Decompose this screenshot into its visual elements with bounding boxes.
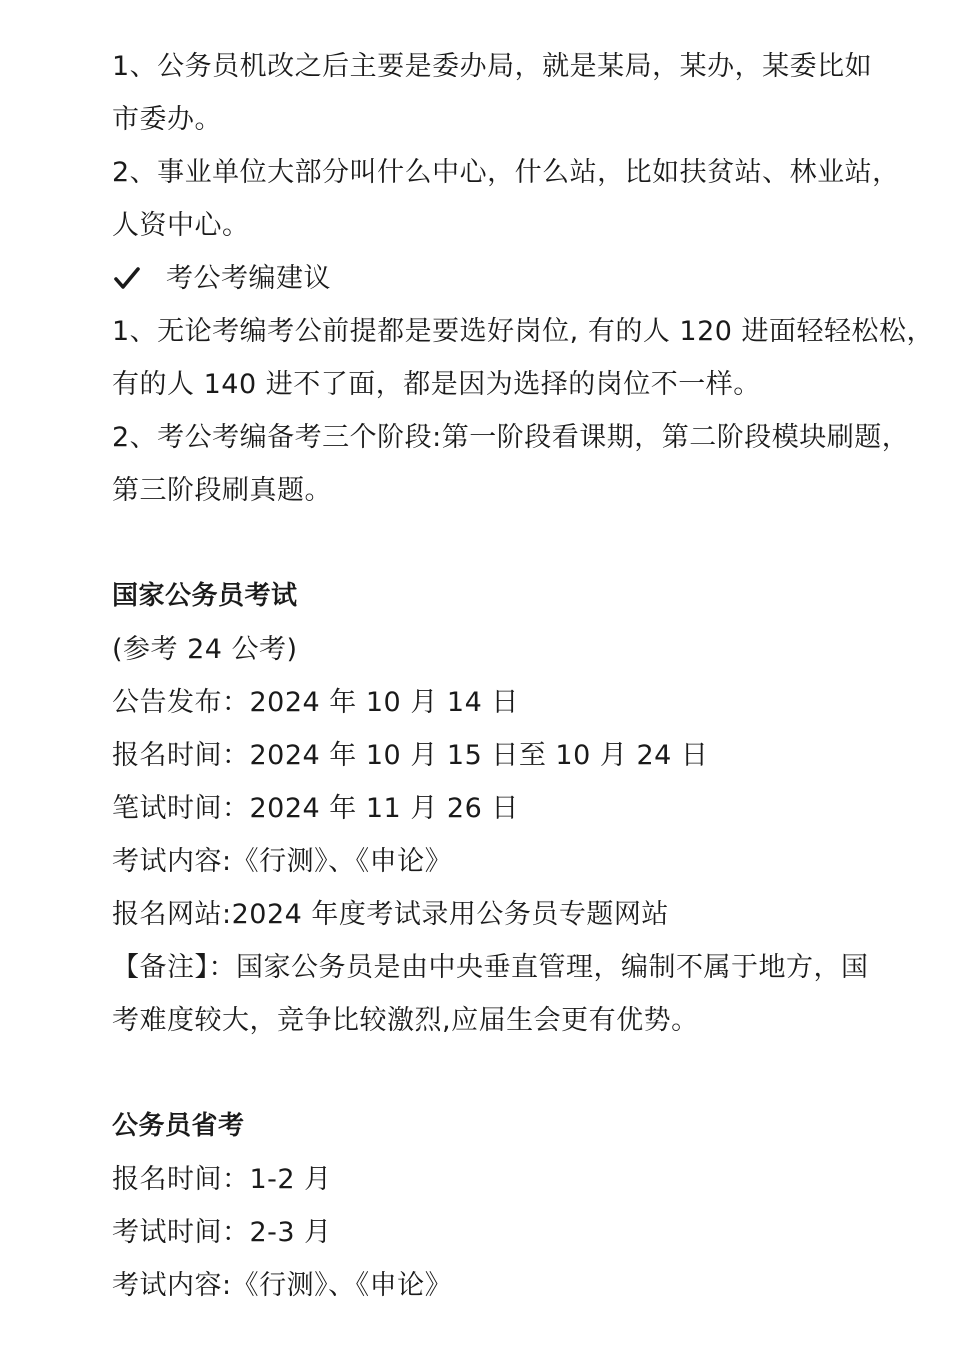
intro-line: 人资中心。 [112,210,250,241]
intro-section [112,40,900,252]
intro-line: 1、公务员机改之后主要是委办局，就是某局，某办，某委比如 [112,51,873,82]
intro-line: 市委办。 [112,104,222,135]
advice-section [112,252,935,517]
national-exam-line: 考试内容:《行测》、《申论》 [112,846,453,877]
provincial-exam-line: 考试时间：2-3 月 [112,1217,332,1248]
provincial-exam-title: 公务员省考 [112,1111,245,1141]
provincial-exam-line: 考试内容:《行测》、《申论》 [112,1270,453,1301]
advice-title: 考公考编建议 [166,263,331,294]
national-exam-note: 考难度较大，竞争比较激烈,应届生会更有优势。 [112,1005,699,1036]
intro-line: 2、事业单位大部分叫什么中心，什么站，比如扶贫站、林业站， [112,157,900,188]
national-exam-line: (参考 24 公考) [112,634,298,665]
national-exam-line: 报名时间：2024 年 10 月 15 日至 10 月 24 日 [112,740,709,771]
national-exam-title: 国家公务员考试 [112,581,298,611]
national-exam-line: 笔试时间：2024 年 11 月 26 日 [112,793,519,824]
advice-line: 第三阶段刷真题。 [112,475,332,506]
advice-line: 有的人 140 进不了面，都是因为选择的岗位不一样。 [112,369,761,400]
national-exam-note: 【备注】：国家公务员是由中央垂直管理，编制不属于地方，国 [112,952,869,983]
national-exam-section [112,570,872,1047]
spacer [112,517,872,570]
advice-line: 1、无论考编考公前提都是要选好岗位, 有的人 120 进面轻轻松松， [112,316,935,347]
advice-line: 2、考公考编备考三个阶段:第一阶段看课期，第二阶段模块刷题， [112,422,910,453]
provincial-exam-section [112,1100,872,1312]
spacer [112,1047,872,1100]
document-body [112,40,935,1312]
national-exam-line: 报名网站:2024 年度考试录用公务员专题网站 [112,899,669,930]
check-icon [114,266,140,292]
provincial-exam-line: 报名时间：1-2 月 [112,1164,332,1195]
advice-heading [112,252,872,305]
national-exam-line: 公告发布：2024 年 10 月 14 日 [112,687,519,718]
